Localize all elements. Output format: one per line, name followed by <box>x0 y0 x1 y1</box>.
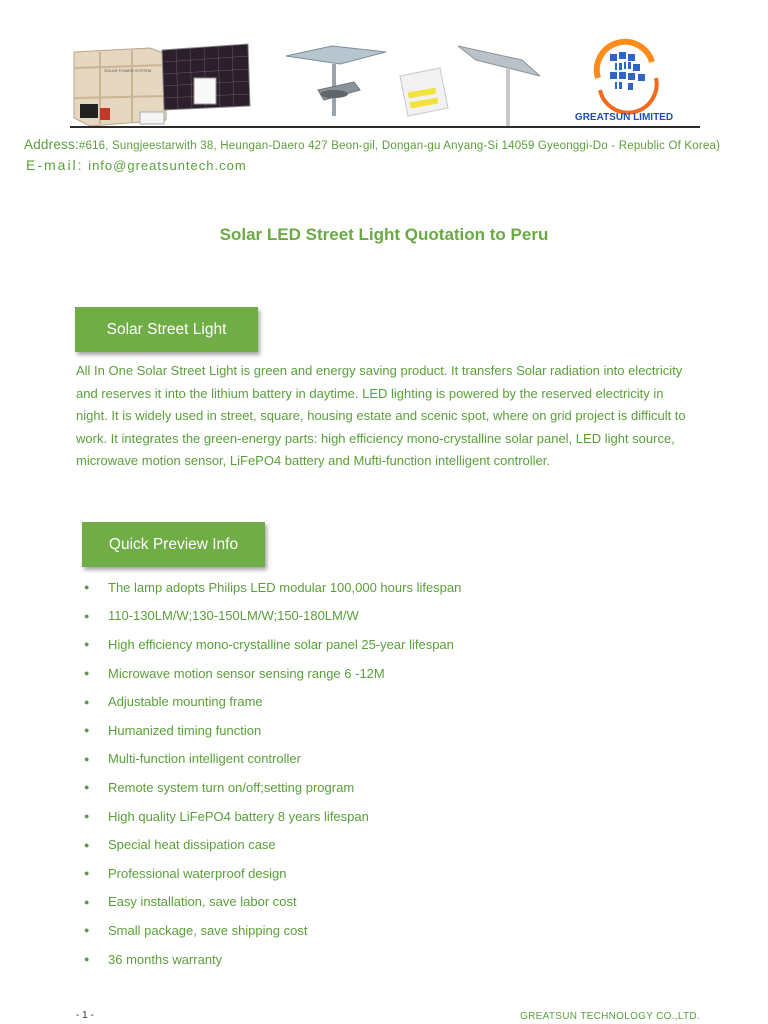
bullet-icon: ● <box>84 925 90 936</box>
section-heading-quick-preview: Quick Preview Info <box>82 522 265 567</box>
page-number: - 1 - <box>76 1010 94 1021</box>
list-item <box>84 916 461 945</box>
feature-text: Adjustable mounting frame <box>108 694 263 710</box>
feature-list <box>84 573 461 973</box>
feature-text: Remote system turn on/off;setting program <box>108 779 355 795</box>
crate-label: SOLAR POWER SYSTEM <box>104 68 152 73</box>
bullet-icon: ● <box>84 954 90 965</box>
list-item <box>84 830 461 859</box>
all-in-one-light-image <box>458 46 540 126</box>
bullet-icon: ● <box>84 868 90 879</box>
list-item <box>84 773 461 802</box>
feature-text: Special heat dissipation case <box>108 837 276 853</box>
list-item <box>84 573 461 602</box>
header-banner <box>70 38 700 130</box>
list-item <box>84 630 461 659</box>
list-item <box>84 802 461 831</box>
bullet-icon: ● <box>84 811 90 822</box>
address-line <box>24 137 720 152</box>
list-item <box>84 945 461 974</box>
bullet-icon: ● <box>84 782 90 793</box>
email-line <box>26 157 247 173</box>
feature-text: The lamp adopts Philips LED modular 100,000 hours lifespan <box>108 579 462 595</box>
bullet-icon: ● <box>84 725 90 736</box>
product-description: All In One Solar Street Light is green and energy saving product. It transfers Solar radiation into electricity and reserves it into the lithium battery in daytime. LED lighting is powered by the reserved electricity in night. It is widely used in street, square, housing estate and scenic spot, where on grid project is difficult to work. It integrates the green-energy parts: high efficiency mono-crystalline solar panel, LED light source, microwave motion sensor, LiFePO4 battery and Mufti-function intelligent controller. <box>76 363 686 469</box>
bullet-icon: ● <box>84 839 90 850</box>
email-link[interactable]: info@greatsuntech.com <box>88 158 247 173</box>
feature-text: Professional waterproof design <box>108 865 287 881</box>
list-item <box>84 716 461 745</box>
header-divider <box>70 126 700 128</box>
street-light-image <box>286 46 386 116</box>
solar-kit-crate-image <box>74 48 166 126</box>
bullet-icon: ● <box>84 668 90 679</box>
feature-text: Multi-function intelligent controller <box>108 751 301 767</box>
list-item <box>84 687 461 716</box>
list-item <box>84 888 461 917</box>
document-title: Solar LED Street Light Quotation to Peru <box>219 225 549 244</box>
feature-text: High quality LiFePO4 battery 8 years lifespan <box>108 808 369 824</box>
feature-text: High efficiency mono-crystalline solar panel 25-year lifespan <box>108 636 454 652</box>
bullet-icon: ● <box>84 639 90 650</box>
feature-text: Small package, save shipping cost <box>108 922 308 938</box>
feature-text: 36 months warranty <box>108 951 223 967</box>
bullet-icon: ● <box>84 610 90 621</box>
company-name: GREATSUN TECHNOLOGY CO.,LTD. <box>520 1011 700 1022</box>
email-label: E-mail: <box>26 157 84 173</box>
list-item <box>84 602 461 631</box>
list-item <box>84 659 461 688</box>
logo-text: GREATSUN LIMITED <box>574 112 674 123</box>
bullet-icon: ● <box>84 582 90 593</box>
address-label: Address: <box>24 137 79 152</box>
list-item <box>84 745 461 774</box>
greatsun-logo <box>575 42 673 123</box>
feature-text: Microwave motion sensor sensing range 6 -12M <box>108 665 385 681</box>
list-item <box>84 859 461 888</box>
feature-text: Humanized timing function <box>108 722 262 738</box>
wall-light-image <box>400 68 448 116</box>
section-heading-solar-street-light: Solar Street Light <box>75 307 258 352</box>
feature-text: 110-130LM/W;130-150LM/W;150-180LM/W <box>108 608 359 624</box>
address-text: #616, Sungjeestarwith 38, Heungan-Daero 427 Beon-gil, Dongan-gu Anyang-Si 14059 Gyeonggi-Do - Republic Of Korea) <box>78 140 721 152</box>
bullet-icon: ● <box>84 896 90 907</box>
feature-text: Easy installation, save labor cost <box>108 894 297 910</box>
bullet-icon: ● <box>84 753 90 764</box>
bullet-icon: ● <box>84 696 90 707</box>
solar-panel-image <box>162 44 250 110</box>
